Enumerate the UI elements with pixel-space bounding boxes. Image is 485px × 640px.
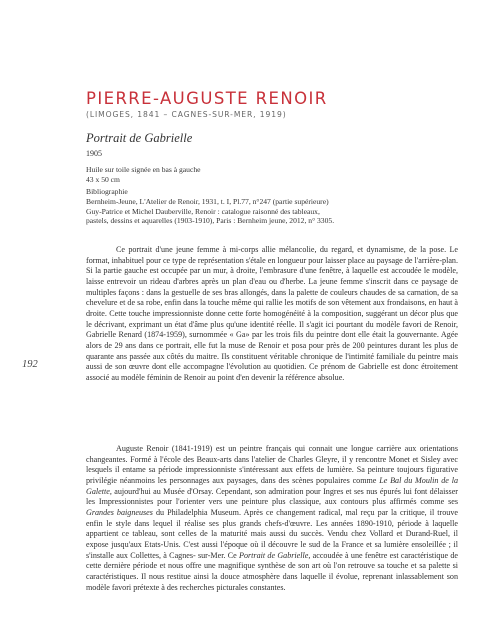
artwork-title: Portrait de Gabrielle <box>86 131 193 145</box>
biography-text: , aujourd'hui au Musée d'Orsay. Cependant, son admiration pour Ingres et ses nus épurés lui font délaisser les Impressionnistes pour l'orienter vers une peinture plus classique, aux contours plus affirmés comme ses <box>86 486 458 507</box>
artwork-reference: Grandes baigneuses <box>86 507 153 517</box>
artwork-reference: Le Bal du Moulin de la Galette <box>86 475 458 496</box>
bibliography <box>86 187 458 226</box>
artwork-year: 1905 <box>86 149 102 158</box>
bibliography-entry: Guy-Patrice et Michel Dauberville, Renoir : catalogue raisonné des tableaux, <box>86 206 320 216</box>
page-number: 192 <box>22 359 38 370</box>
biography-text: Auguste Renoir (1841-1919) est un peintre français qui connait une longue carrière aux orientations changeantes. Formé à l'école des Beaux-arts dans l'atelier de Charles Gleyre, il y rencontre Monet et Sisley avec lesquels il entame sa période impressionniste s'intéressant aux effets de lumière. Sa peinture toujours figurative privilégie néanmoins les personnages aux paysages, dans des scènes populaires comme <box>86 444 458 485</box>
artwork-medium: Huile sur toile signée en bas à gauche <box>86 165 201 174</box>
bibliography-entry: Bernheim-Jeune, L'Atelier de Renoir, 1931, t. I, Pl.77, n°247 (partie supérieure) <box>86 196 329 206</box>
artwork-details <box>86 165 458 185</box>
body-paragraph-biography <box>86 444 458 593</box>
biography-text: du Philadelphia Museum. Après ce changement radical, mal reçu par la critique, il trouve enfin le style dans lequel il réalise ses plus grands chefs-d'œuvre. Les années 1890-1910, période à laquelle appartient ce tableau, sont celles de la maturité mais aussi du succès. Vendu chez Vollard et Durand-Ruel, il expose jusqu'aux Etats-Unis. C'est aussi l'époque où il découvre le sud de la France et sa lumière ensoleillée ; il s'installe aux Collettes, à Cagnes- sur-Mer. Ce <box>86 507 458 560</box>
artwork-dimensions: 43 x 50 cm <box>86 174 120 184</box>
bibliography-heading: Bibliographie <box>86 187 128 196</box>
biography-text: , accoudée à une fenêtre est caractéristique de cette dernière période et nous offre une magnifique synthèse de son art où l'on retrouve sa touche et sa palette si caractéristiques. Il nous restitue ainsi la douce atmosphère dans laquelle il évolue, reprenant inlassablement son modèle favori prétexte à des recherches picturales constantes. <box>86 550 458 592</box>
artist-name: PIERRE-AUGUSTE RENOIR <box>86 89 328 108</box>
bibliography-entry: pastels, dessins et aquarelles (1903-1910), Paris : Bernheim jeune, 2012, n° 3305. <box>86 216 335 226</box>
body-paragraph-portrait: Ce portrait d'une jeune femme à mi-corps allie mélancolie, du regard, et dynamisme, de la pose. Le format, inhabituel pour ce type de représentation s'étale en longueur pour laisser place au paysage de l'arrière-plan. Si la partie gauche est occupée par un mur, à droite, l'embrasure d'une fenêtre, à laquelle est accoudée le modèle, laisse entrevoir un rideau d'arbres après un plan d'eau ou d'herbe. La jeune femme s'inscrit dans ce paysage de multiples façons : dans la gestuelle de ses bras allongés, dans la palette de couleurs chaudes de sa carnation, de sa chevelure et de sa robe, enfin dans la touche même qui rallie les motifs de son vêtement aux frondaisons, en haut à droite. Cette touche impressionniste donne cette forte homogénéité à la composition, suggérant un décor plus que le décrivant, exprimant un état d'âme plus qu'une identité réelle. Il s'agit ici pourtant du modèle favori de Renoir, Gabrielle Renard (1874-1959), surnommée « Ga» par les trois fils du peintre dont elle était la gouvernante. Agée alors de 29 ans dans ce portrait, elle fut la muse de Renoir et posa pour près de 200 peintures durant les plus de quarante ans passée aux côtés du maitre. Ils constituent véritable chronique de l'intimité familiale du peintre mais aussi de son œuvre dont elle accompagne l'évolution au quotidien. Ce prénom de Gabrielle est donc étroitement associé au modèle féminin de Renoir au point d'en devenir la référence absolue. <box>86 245 458 382</box>
artist-origin: (LIMOGES, 1841 – CAGNES-SUR-MER, 1919) <box>86 110 287 119</box>
artwork-reference: Portrait de Gabrielle <box>239 550 309 560</box>
